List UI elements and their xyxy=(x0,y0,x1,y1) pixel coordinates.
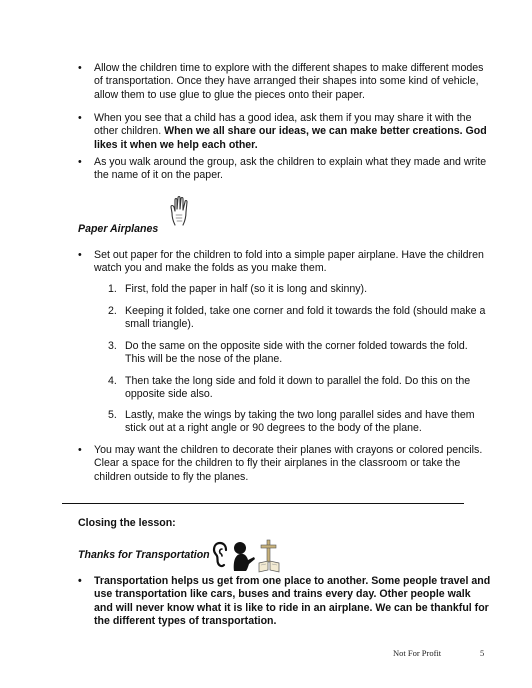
bullet-marker: • xyxy=(78,112,82,124)
step-number: 4. xyxy=(108,375,117,387)
step-number: 3. xyxy=(108,340,117,352)
bullet-text: Allow the children time to explore with the different shapes to make different modes of transportation. Once they have arranged their shapes into some kind of vehicle, allow them to use glue to glue the pieces onto their paper. xyxy=(94,62,484,101)
bullet-explore-shapes xyxy=(78,62,488,104)
bullet-text-plain: When you see that a child has a good idea, ask them if you may share it with the other children. xyxy=(94,112,472,138)
bullet-decorate-planes xyxy=(78,444,488,486)
step-number: 2. xyxy=(108,305,117,317)
step-text: Lastly, make the wings by taking the two long parallel sides and have them stick out at a right angle or 90 degrees to the body of the plane. xyxy=(125,409,475,435)
bullet-set-out-paper xyxy=(78,249,488,277)
bullet-marker: • xyxy=(78,575,82,587)
hand-icon xyxy=(168,195,192,227)
bullet-text: You may want the children to decorate their planes with crayons or colored pencils. Clear a space for the children to fly their airplanes in the classroom or take the children outside to fly the planes. xyxy=(94,444,483,483)
bullet-marker: • xyxy=(78,62,82,74)
page-number: 5 xyxy=(480,648,485,658)
bullet-marker: • xyxy=(78,249,82,261)
bullet-text xyxy=(94,112,492,152)
bullet-marker: • xyxy=(78,156,82,168)
step-text: First, fold the paper in half (so it is long and skinny). xyxy=(125,283,368,295)
bullet-walk-around xyxy=(78,156,488,184)
step-number: 5. xyxy=(108,409,117,421)
bullet-text: As you walk around the group, ask the children to explain what they made and write the name of it on the paper. xyxy=(94,156,487,182)
step-number: 1. xyxy=(108,283,117,295)
closing-subheading: Thanks for Transportation xyxy=(78,549,210,561)
ear-icon xyxy=(212,541,230,569)
paper-airplanes-title: Paper Airplanes xyxy=(78,223,159,235)
praying-child-icon xyxy=(230,540,258,572)
closing-heading: Closing the lesson: xyxy=(78,517,176,529)
step-text: Then take the long side and fold it down to parallel the fold. Do this on the opposite side also. xyxy=(125,375,471,401)
bullet-marker: • xyxy=(78,444,82,456)
step-text: Keeping it folded, take one corner and fold it towards the fold (should make a small triangle). xyxy=(125,305,486,331)
cross-book-icon xyxy=(257,539,281,573)
bullet-transportation-thanks xyxy=(78,575,491,631)
bullet-text: Transportation helps us get from one place to another. Some people travel and use transportation like cars, buses and trains every day. Other people walk and will never know what it is like to ride in an airplane. We can be thankful for the different types of transportation. xyxy=(94,575,491,628)
section-divider xyxy=(62,503,464,504)
step-text: Do the same on the opposite side with the corner folded towards the fold. This will be the nose of the plane. xyxy=(125,340,468,366)
bullet-text-bold: When we all share our ideas, we can make better creations. God likes it when we help each other. xyxy=(94,125,487,151)
bullet-text: Set out paper for the children to fold into a simple paper airplane. Have the children watch you and make the folds as you make them. xyxy=(94,249,484,275)
bullet-share-ideas xyxy=(78,112,488,154)
footer-label: Not For Profit xyxy=(393,648,442,658)
